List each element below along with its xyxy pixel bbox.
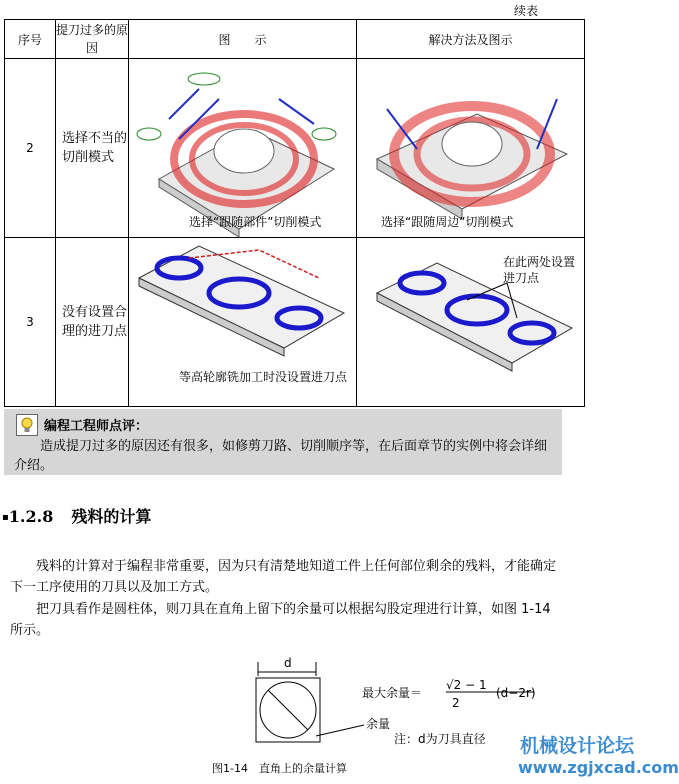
lightbulb-icon <box>16 414 38 436</box>
solution-note: 在此两处设置进刀点 <box>503 255 576 285</box>
diameter-note: 注：d为刀具直径 <box>394 732 486 746</box>
dim-d-label: d <box>284 656 292 670</box>
row-reason: 没有设置合理的进刀点 <box>56 238 129 407</box>
figure-caption: 图1-14 直角上的余量计算 <box>212 762 347 775</box>
figure-caption: 等高轮廓铣加工时没设置进刀点 <box>179 370 348 384</box>
figure-cell <box>129 238 357 407</box>
note-body: 造成提刀过多的原因还有很多，如修剪刀路、切削顺序等，在后面章节的实例中将会详细介绍。 <box>14 439 548 473</box>
formula-denominator: 2 <box>452 696 460 710</box>
solution-cell <box>357 59 585 238</box>
watermark-url: www.zgjxcad.com <box>518 758 679 777</box>
problem-table <box>4 19 585 407</box>
row-reason: 选择不当的切削模式 <box>56 59 129 238</box>
formula-factor: (d−2r) <box>496 686 536 700</box>
solution-caption: 选择“跟随周边”切削模式 <box>381 215 514 229</box>
continued-label: 续表 <box>514 4 539 18</box>
row-num: 2 <box>5 59 56 238</box>
header-num: 序号 <box>5 20 56 59</box>
header-solution: 解决方法及图示 <box>357 20 585 59</box>
note-title: 编程工程师点评： <box>44 419 149 434</box>
header-reason: 提刀过多的原因 <box>56 20 129 59</box>
formula-label: 最大余量＝ <box>362 686 423 700</box>
solution-cell <box>357 238 585 407</box>
figure-cell <box>129 59 357 238</box>
paragraph: 把刀具看作是圆柱体，则刀具在直角上留下的余量可以根据勾股定理进行计算，如图 1-14 所示。 <box>10 602 551 638</box>
paragraph: 残料的计算对于编程非常重要，因为只有清楚地知道工件上任何部位剩余的残料，才能确定下一工序使用的刀具以及加工方式。 <box>10 559 557 595</box>
table-row <box>5 59 585 238</box>
figure-caption: 选择“跟随部件”切削模式 <box>189 215 322 229</box>
section-title: 残料的计算 <box>71 507 152 526</box>
table-row <box>5 238 585 407</box>
table-header-row <box>5 20 585 59</box>
header-figure: 图 示 <box>129 20 357 59</box>
follow-periphery-toolpath-image <box>357 59 584 237</box>
row-num: 3 <box>5 238 56 407</box>
follow-part-toolpath-image <box>129 59 356 237</box>
leftover-label: 余量 <box>366 717 391 731</box>
figure-1-14 <box>252 656 536 754</box>
section-number: 1.2.8 <box>8 507 54 526</box>
engineer-note-box <box>4 409 562 475</box>
formula-numerator: √2 − 1 <box>446 678 487 692</box>
watermark-title: 机械设计论坛 <box>520 735 635 757</box>
section-heading: ▪1.2.8 残料的计算 <box>2 507 152 526</box>
